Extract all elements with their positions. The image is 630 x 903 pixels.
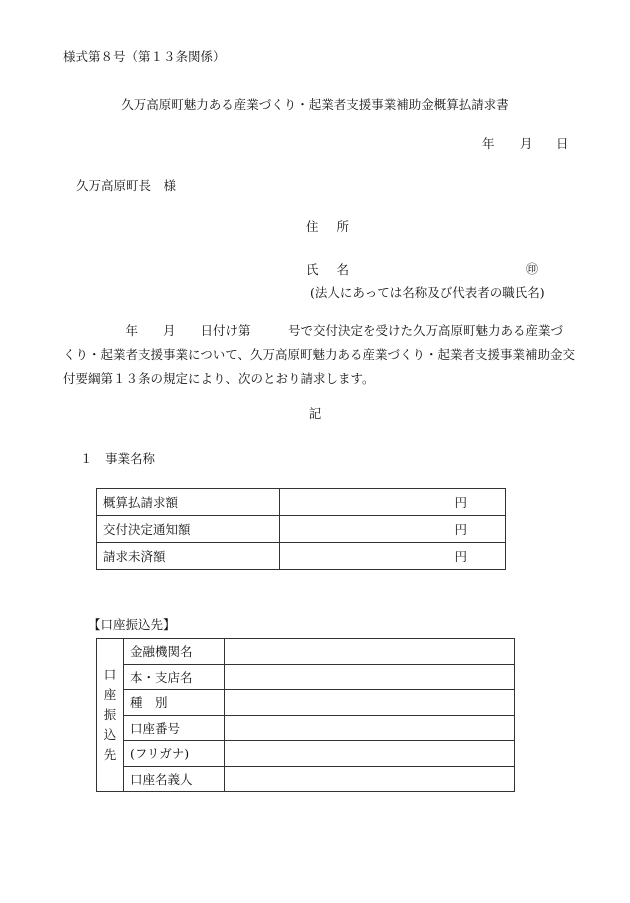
bank-field-label: 本・支店名 — [124, 664, 225, 690]
bank-field-value[interactable] — [225, 766, 515, 792]
addressee: 久万高原町長 様 — [76, 178, 177, 193]
bank-field-value[interactable] — [225, 741, 515, 767]
table-row — [97, 715, 515, 741]
table-row — [97, 690, 515, 716]
bank-account-table — [96, 638, 515, 792]
bank-field-value[interactable] — [225, 664, 515, 690]
table-row — [97, 639, 515, 665]
amount-value-cell[interactable]: 円 — [280, 516, 506, 543]
bank-vertical-label: 口 座 振 込 先 — [97, 639, 124, 792]
body-line: くり・起業者支援事業について、久万高原町魅力ある産業づくり・起業者支援事業補助金交 — [63, 347, 576, 362]
bank-field-label: 口座番号 — [124, 715, 225, 741]
bank-field-label: (フリガナ) — [124, 741, 225, 767]
table-row — [97, 516, 506, 543]
bank-field-label: 金融機関名 — [124, 639, 225, 665]
body-line: 付要綱第１３条の規定により、次のとおり請求します。 — [63, 371, 375, 386]
amount-label: 概算払請求額 — [97, 489, 280, 516]
amount-table — [96, 488, 506, 570]
date-year-label: 年 — [482, 136, 495, 151]
seal-mark: ㊞ — [526, 262, 539, 276]
bank-field-label: 口座名義人 — [124, 766, 225, 792]
amount-label: 交付決定通知額 — [97, 516, 280, 543]
form-number: 様式第８号（第１３条関係） — [63, 49, 226, 64]
table-row — [97, 543, 506, 570]
name-label: 氏 名 — [306, 262, 350, 277]
table-row — [97, 664, 515, 690]
body-line: 年 月 日付け第 号で交付決定を受けた久万高原町魅力ある産業づ — [63, 323, 564, 338]
date-month-label: 月 — [520, 136, 533, 151]
table-row — [97, 766, 515, 792]
bank-field-label: 種 別 — [124, 690, 225, 716]
table-row — [97, 741, 515, 767]
bank-field-value[interactable] — [225, 639, 515, 665]
bank-field-value[interactable] — [225, 690, 515, 716]
amount-label: 請求未済額 — [97, 543, 280, 570]
table-row — [97, 489, 506, 516]
document-title: 久万高原町魅力ある産業づくり・起業者支援事業補助金概算払請求書 — [121, 97, 509, 112]
date-day-label: 日 — [556, 136, 569, 151]
ki-heading: 記 — [308, 406, 322, 421]
address-label: 住 所 — [306, 219, 350, 234]
name-note: (法人にあっては名称及び代表者の職氏名) — [310, 285, 545, 300]
bank-field-value[interactable] — [225, 715, 515, 741]
request-body — [63, 319, 576, 391]
amount-value-cell[interactable]: 円 — [280, 543, 506, 570]
amount-value-cell[interactable]: 円 — [280, 489, 506, 516]
bank-heading: 【口座振込先】 — [88, 617, 176, 632]
project-name-label: １ 事業名称 — [80, 451, 156, 466]
